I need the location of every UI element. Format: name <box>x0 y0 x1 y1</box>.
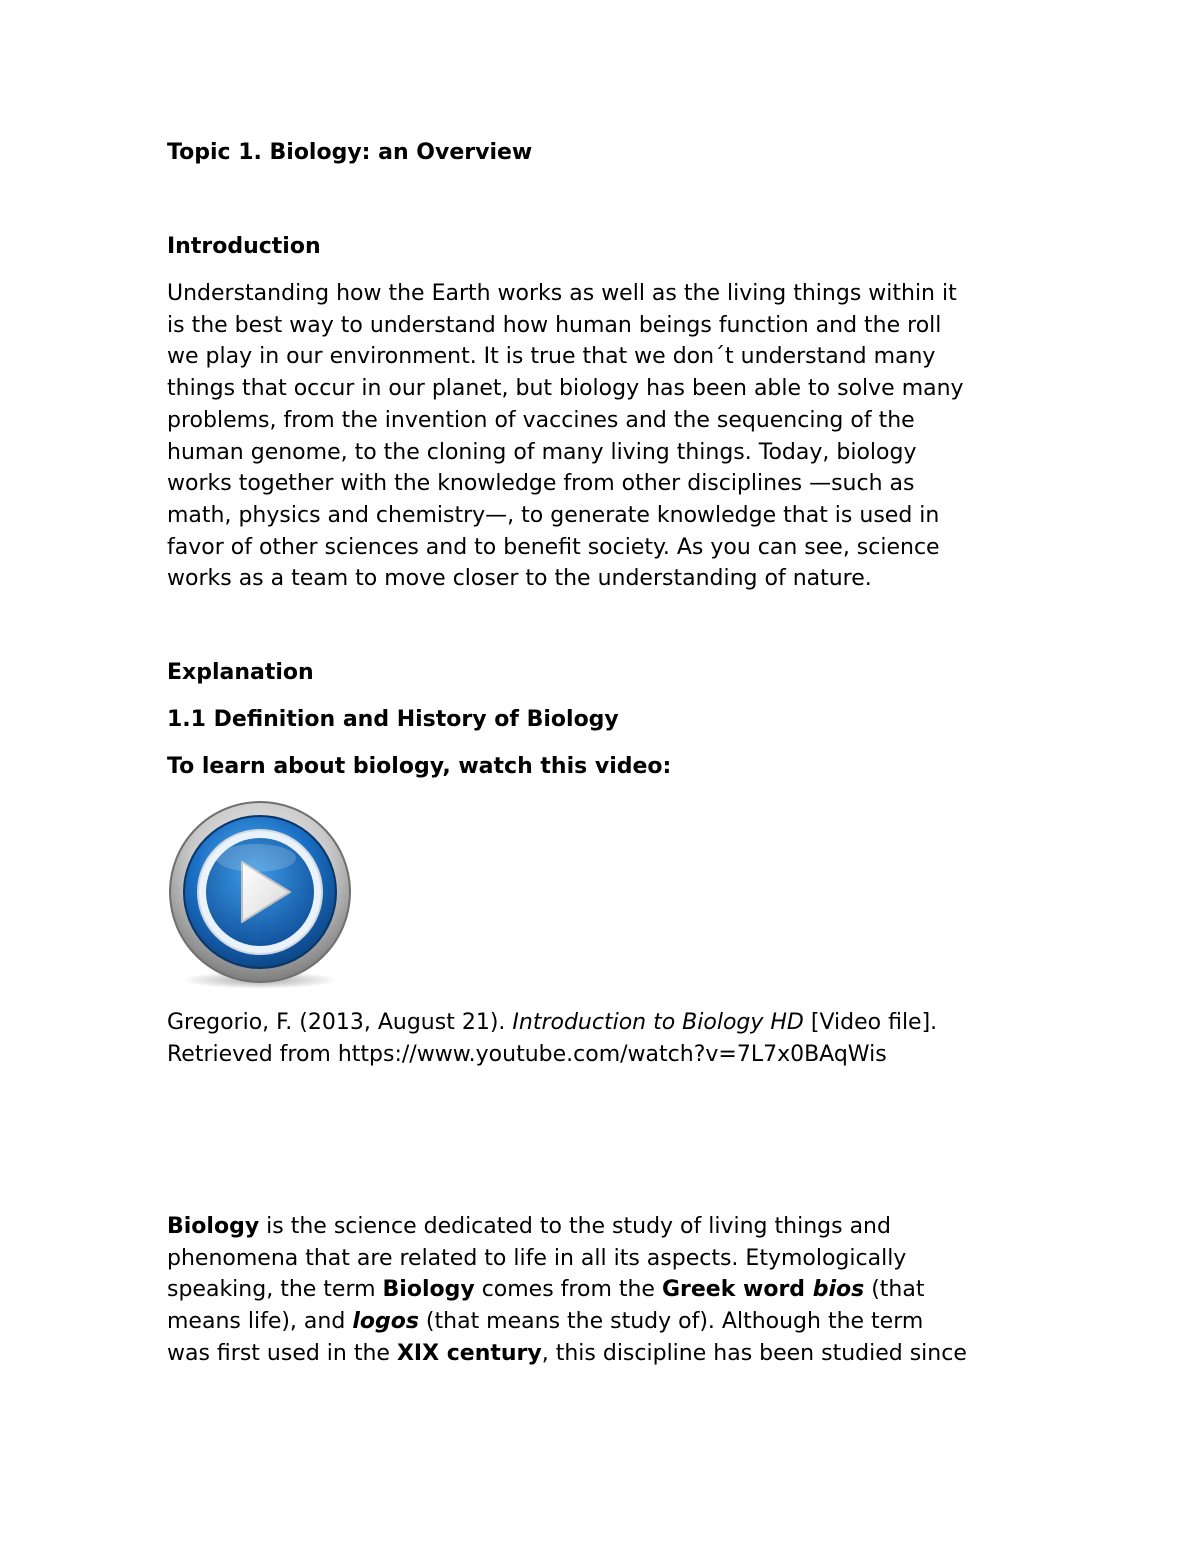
text-run: was first used in the <box>167 1340 397 1366</box>
video-play-button[interactable] <box>164 800 356 992</box>
introduction-paragraph <box>167 278 964 595</box>
bold-italic-text: logos <box>352 1309 419 1335</box>
text-run: comes from the <box>474 1277 662 1303</box>
intro-line: we play in our environment. It is true that we don´t understand many <box>167 344 936 370</box>
text-run: phenomena that are related to life in all its aspects. Etymologically <box>167 1245 907 1271</box>
bold-term: Greek word <box>661 1277 813 1303</box>
intro-line: problems, from the invention of vaccines and the sequencing of the <box>167 407 915 433</box>
biology-paragraph <box>167 1211 967 1370</box>
intro-line: works together with the knowledge from other disciplines —such as <box>167 471 915 497</box>
introduction-heading: Introduction <box>167 234 321 259</box>
intro-line: Understanding how the Earth works as well as the living things within it <box>167 281 957 306</box>
intro-line: is the best way to understand how human beings function and the roll <box>167 312 942 338</box>
video-prompt: To learn about biology, watch this video: <box>167 754 672 779</box>
bold-term: Biology <box>167 1214 260 1239</box>
bold-term: Biology <box>382 1277 475 1303</box>
text-run: (that means the study of). Although the term <box>418 1309 924 1335</box>
biology-line-1 <box>167 1211 967 1243</box>
bold-term: XIX century <box>396 1340 542 1366</box>
intro-line: favor of other sciences and to benefit society. As you can see, science <box>167 534 940 560</box>
intro-line: math, physics and chemistry—, to generate knowledge that is used in <box>167 502 940 528</box>
biology-line-5 <box>167 1338 967 1370</box>
play-button-icon <box>164 800 356 992</box>
explanation-heading: Explanation <box>167 660 314 685</box>
citation-format: [Video file]. <box>803 1010 938 1035</box>
text-run: is the science dedicated to the study of living things and <box>259 1214 891 1239</box>
text-run: (that <box>864 1277 925 1303</box>
biology-line-4 <box>167 1306 967 1338</box>
intro-line: human genome, to the cloning of many living things. Today, biology <box>167 439 917 465</box>
video-citation <box>167 1007 937 1039</box>
bold-italic-term <box>813 1277 865 1302</box>
biology-line-3 <box>167 1274 967 1306</box>
bold-italic-term <box>352 1309 419 1334</box>
text-run: , this discipline has been studied since <box>541 1340 967 1366</box>
biology-line-2 <box>167 1243 967 1275</box>
citation-work-title: Introduction to Biology HD <box>512 1010 804 1035</box>
text-run: means life), and <box>167 1309 353 1335</box>
section-subheading: 1.1 Definition and History of Biology <box>167 707 619 732</box>
citation-retrieved: Retrieved from https://www.youtube.com/watch?v=7L7x0BAqWis <box>167 1042 887 1067</box>
intro-line: things that occur in our planet, but biology has been able to solve many <box>167 376 964 402</box>
intro-line: works as a team to move closer to the understanding of nature. <box>167 566 872 592</box>
page-title: Topic 1. Biology: an Overview <box>167 140 533 165</box>
citation-author-date: Gregorio, F. (2013, August 21). <box>167 1010 513 1035</box>
bold-italic-text: bios <box>812 1277 865 1303</box>
text-run: speaking, the term <box>167 1277 383 1303</box>
